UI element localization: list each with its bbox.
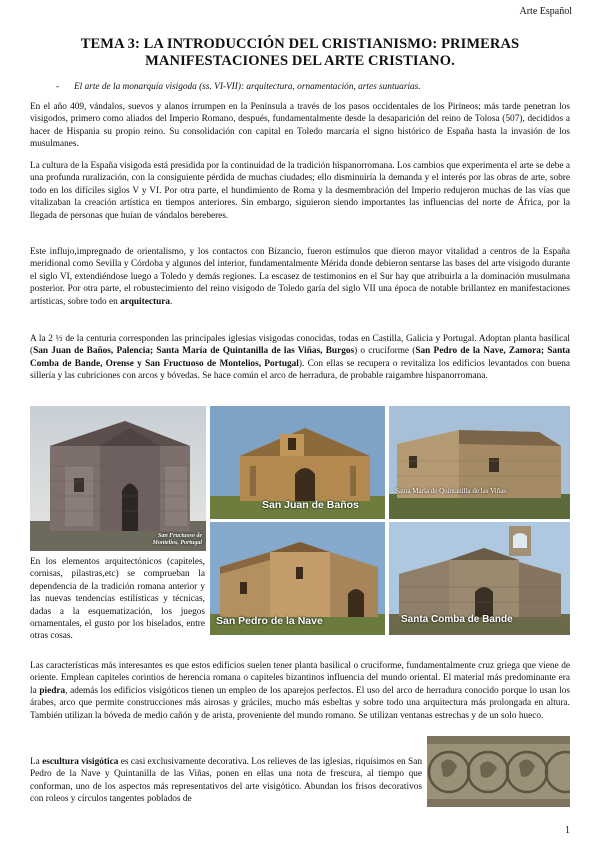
paragraph-4-a: A la 2 ½ de la centuria corresponden las principales iglesias visigodas conocidas, todas en Castilla, Galicia y Portugal. Adoptan planta basilical ( bbox=[30, 334, 570, 357]
paragraph-3-text: Este influjo,impregnado de orientalismo, y los contactos con Bizancio, fueron estímulos que dieron mayor vitalidad a centros de la España meridional como Sevilla y Córdoba y algunos del interior, fundamentalmente Mérida donde debieron sentarse las bases del arte visigodo durante el siglo VI, extendiéndose luego a Toledo y demás regiones. La escasez de testimonios en el Sur hay que atribuirla a la dominación musulmana posterior. Por otra parte, el robustecimiento del reino visigodo de Toledo garía del siglo VII una época de notable brillantez en manifestaciones artísticas, sobre todo en bbox=[30, 247, 570, 307]
paragraph-4 bbox=[30, 333, 570, 383]
paragraph-5: En los elementos arquitectónicos (capiteles, cornisas, pilastras,etc) se comprueban la dependencia de la tradición romana anterior y las nuevas tendencias estilísticas y técnicas, dadas a la esquematización, los juegos ornamentales, el gusto por los biselados, entre otras cosas. bbox=[30, 557, 205, 642]
caption-san-juan-de-banos: San Juan de Baños bbox=[262, 499, 359, 511]
paragraph-6 bbox=[30, 660, 570, 722]
paragraph-3-bold: arquitectura bbox=[120, 296, 171, 307]
caption-san-pedro-de-la-nave: San Pedro de la Nave bbox=[216, 615, 323, 627]
paragraph-7-c: es casi exclusivamente decorativa. Los relieves de las iglesias, riquísimos en San Pedro de la Nave y Quintanilla de las Viñas, ponen en ellas una nota de frescura, al tiempo que conforman, uno de los aspectos más representativos del arte visigótico. Abundan los frisos decorativos con roleos y círculos tangentes poblados de bbox=[30, 757, 422, 805]
caption-san-fructuoso: San Fructuoso de Montelios, Portugal bbox=[152, 533, 202, 546]
photo-visigothic-relief-image bbox=[427, 736, 570, 807]
paragraph-1: En el año 409, vándalos, suevos y alanos irrumpen en la Península a través de los pasos occidentales de los Pirineos; más tarde penetran los visigodos, primero como aliados del Imperio Romano, después, fundamentalmente desde la desaparición del reino de Tolosa (507), decididos a hacer de Hispania su propio reino. Su consolidación con capital en Toledo marcaría el signo histórico de España hasta la invasión de los musulmanes. bbox=[30, 102, 570, 150]
paragraph-4-d: San Pedro de la Nave, Zamora; Santa Comba de Bande, Orense y San Fructuoso de Montelios, Portugal bbox=[30, 346, 570, 369]
photo-san-fructuoso bbox=[30, 406, 206, 551]
paragraph-6-b: piedra bbox=[39, 685, 66, 696]
subtitle-text: El arte de la monarquía visigoda (ss. VI-VII): arquitectura, ornamentación, artes suntuarias. bbox=[74, 82, 421, 92]
paragraph-7-a: La bbox=[30, 757, 43, 767]
paragraph-4-e: ). Con ellas se recupera o revitaliza los edificios levantados con buena sillería y las cubriciones con arcos y bóvedas. Se hace común el arco de herradura, de probable raigambre hispanorromana. bbox=[30, 358, 570, 382]
photo-santa-maria-quintanilla bbox=[389, 406, 570, 519]
photo-visigothic-relief bbox=[427, 736, 570, 807]
bullet-dash: - bbox=[56, 82, 60, 92]
paragraph-3 bbox=[30, 246, 570, 308]
page-title: TEMA 3: LA INTRODUCCIÓN DEL CRISTIANISMO: PRIMERAS MANIFESTACIONES DEL ARTE CRISTIANO. bbox=[80, 36, 520, 69]
page-number: 1 bbox=[565, 825, 570, 836]
paragraph-2: La cultura de la España visigoda está presidida por la continuidad de la tradición hispanorromana. Los cambios que experimenta el arte se debe a una profunda ruralización, con la consiguiente pérdida de muchas ciudades; ello disminuiría la demanda y el interés por las obras de arte, sobre todo en los difíciles siglos V y VI. Por otra parte, el hundimiento de Roma y la desmembración del Imperio redujeron muchas de las vías que vitalizaban la creación artística en tiempos anteriores. Sin embargo, siguieron siendo importantes las influencias del norte de África, por la llegada de personas que huían de vándalos bereberes. bbox=[30, 161, 570, 221]
photo-san-juan-de-banos bbox=[210, 406, 385, 519]
paragraph-7-b: escultura visigótica bbox=[42, 757, 119, 767]
photo-santa-comba-de-bande bbox=[389, 522, 570, 635]
caption-santa-comba-de-bande: Santa Comba de Bande bbox=[401, 614, 513, 625]
section-subtitle bbox=[56, 82, 566, 92]
paragraph-6-c: , además los edificios visigóticos tienen un empleo de los aparejos perfectos. El uso del arco de herradura conocido porque lo usan los árabes, arco que permite construcciones más airosas y gráciles, mucho más esbeltas y sobre todo una arquitectura más prolongada en altura. También utilizan la bóveda de medio cañón y de arista, proveniente del mundo romano. Se utilizan ventanas estrechas y de un solo hueco. bbox=[30, 685, 570, 721]
caption-santa-maria-quintanilla: Santa María de Quintanilla de las Viñas bbox=[395, 487, 507, 495]
paragraph-7 bbox=[30, 756, 422, 806]
paragraph-6-a: Las características más interesantes es que estos edificios suelen tener planta basilical o cruciforme, fundamentalmente cruz griega que viene de oriente. Emplean capiteles corintios de herencia romana o capiteles bizantinos influencia del mundo oriental. El material más predominante era la bbox=[30, 661, 570, 696]
paragraph-4-b: San Juan de Baños, Palencia; Santa María de Quintanilla de las Viñas, Burgos bbox=[33, 346, 355, 357]
page-header-subject: Arte Español bbox=[519, 6, 572, 17]
photo-san-pedro-de-la-nave bbox=[210, 522, 385, 635]
photo-san-fructuoso-image bbox=[30, 406, 206, 551]
photo-santa-maria-quintanilla-image bbox=[389, 406, 570, 519]
paragraph-3-end: . bbox=[170, 296, 173, 307]
paragraph-4-c: ) o cruciforme ( bbox=[354, 346, 416, 357]
